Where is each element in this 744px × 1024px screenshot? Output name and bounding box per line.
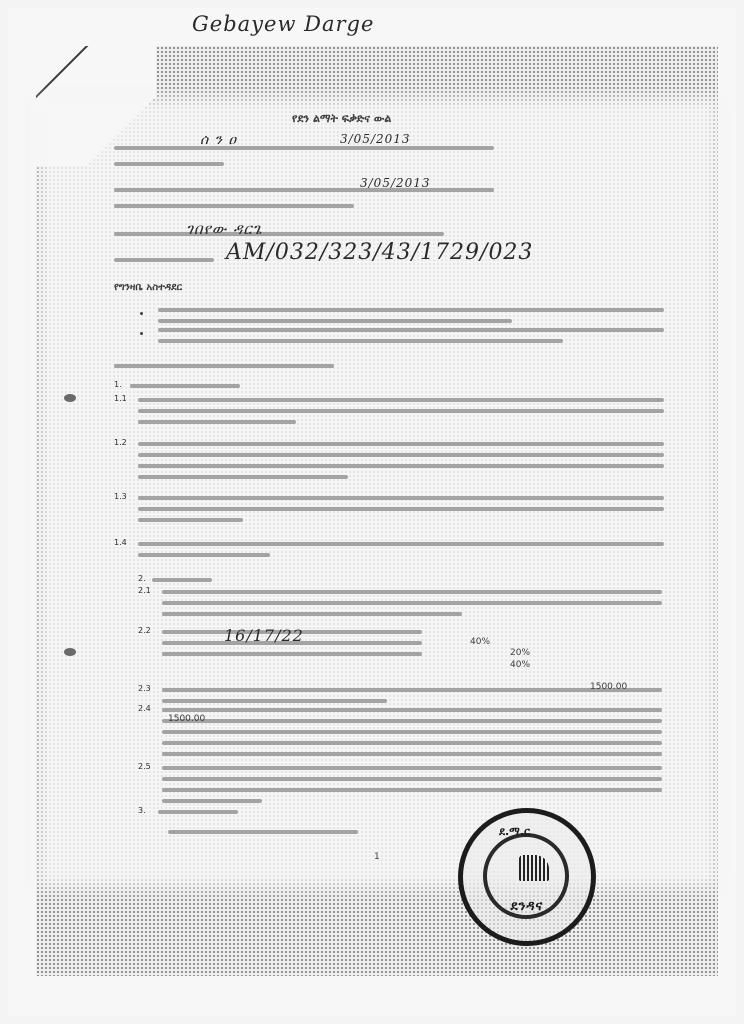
handwritten-reference: AM/032/323/43/1729/023 [226,240,534,265]
bullet-paragraph-2 [158,328,664,350]
clause-3-text [168,830,358,841]
percent-2: 20% [510,648,531,658]
clause-1-3-text [138,496,664,529]
clause-2-1-number: 2.1 [138,586,151,595]
clause-2-1-text [162,590,662,623]
clause-1-1-number: 1.1 [114,394,127,403]
stamp-top-text: ደ.ማ.ር [499,825,531,838]
header-row-3 [114,188,494,199]
clause-2-3-text [162,688,662,710]
form-title: የደን ልማት ፍቃድና ውል [292,112,392,125]
header-row-1 [114,146,494,157]
clause-2-3-number: 2.3 [138,684,151,693]
handwritten-field-3: 3/05/2013 [360,176,431,190]
section-heading: የግንዛቤ አስተዳደር [114,282,183,293]
header-row-4 [114,204,354,215]
clause-2-heading [152,578,212,589]
header-row-2 [114,162,224,173]
bullet-1 [140,312,143,315]
percent-1: 40% [470,637,491,647]
punch-hole-top [64,394,76,402]
handwritten-quantity: 16/17/22 [224,626,304,645]
clause-3-heading [158,810,238,821]
bullet-paragraph-1 [158,308,664,330]
clause-1-heading [130,384,240,395]
clause-2-5-text [162,766,662,810]
clause-1-number: 1. [114,380,122,389]
intro-line [114,364,334,375]
handwritten-owner: ገበየው ዳርጌ [186,220,263,238]
clause-1-3-number: 1.3 [114,492,127,501]
clause-1-4-number: 1.4 [114,538,127,547]
amount-1: 1500.00 [590,682,628,692]
official-stamp [458,808,596,946]
handwritten-field-1: ሰ ን ዐ [200,132,238,148]
amount-2: 1500.00 [168,714,206,724]
clause-2-number: 2. [138,574,146,583]
clause-2-5-number: 2.5 [138,762,151,771]
clause-2-2-number: 2.2 [138,626,151,635]
handwritten-field-date: 3/05/2013 [340,132,411,146]
stamp-emblem-icon [519,855,549,881]
header-row-6 [114,258,214,269]
clause-2-4-text [162,708,662,763]
clause-1-1-text [138,398,664,431]
stamp-bottom-text: ደንዳና [510,899,544,914]
clause-3-number: 3. [138,806,146,815]
bullet-2 [140,332,143,335]
clause-1-4-text [138,542,664,564]
clause-1-2-number: 1.2 [114,438,127,447]
punch-hole-bottom [64,648,76,656]
clause-2-4-number: 2.4 [138,704,151,713]
percent-3: 40% [510,660,531,670]
clause-1-2-text [138,442,664,486]
handwritten-name: Gebayew Darge [192,12,375,36]
page-number: 1 [374,852,380,862]
